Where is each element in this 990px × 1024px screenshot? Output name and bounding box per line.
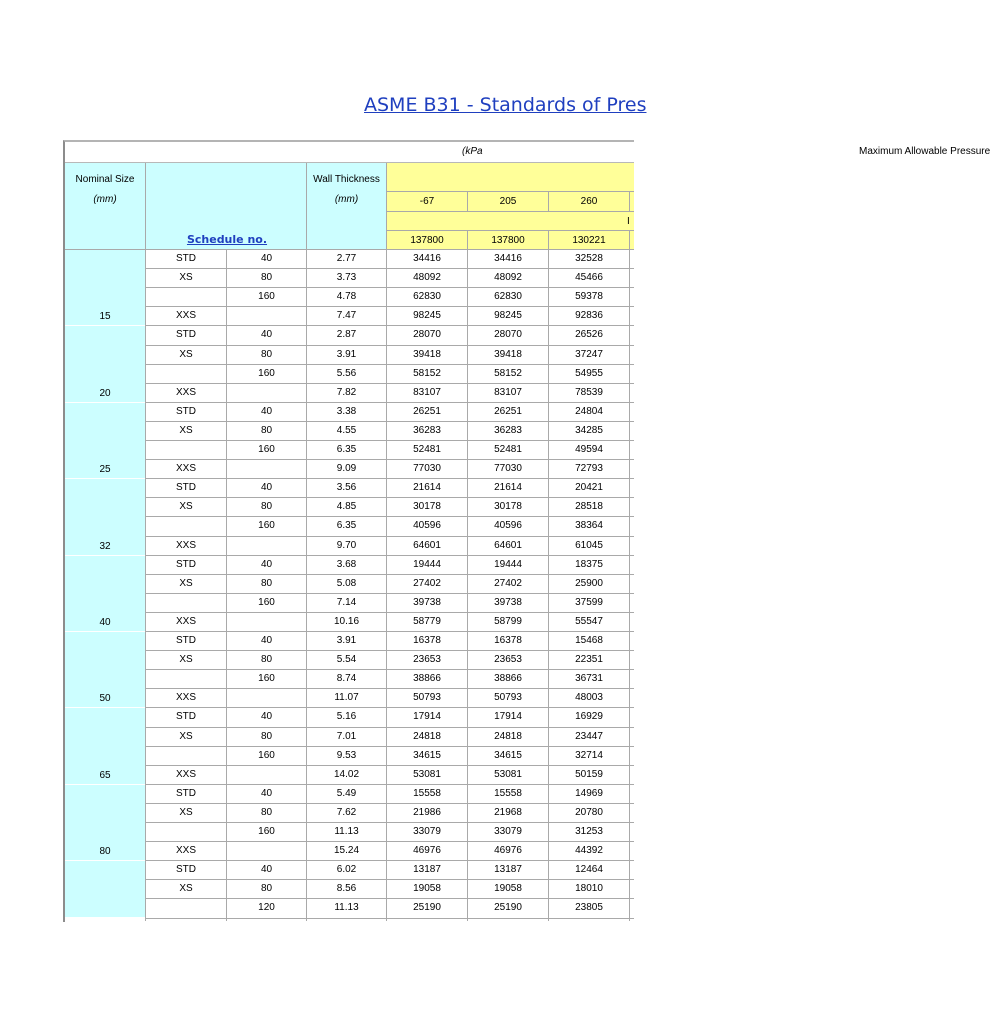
wall-thickness-cell: 4.55 bbox=[336, 424, 357, 436]
table-row bbox=[65, 288, 634, 307]
pressure-cell: 12464 bbox=[575, 864, 603, 876]
pressure-cell: 83107 bbox=[413, 386, 441, 398]
pressure-cell: 27402 bbox=[494, 577, 522, 589]
wall-thickness-cell: 10.16 bbox=[333, 615, 360, 627]
wall-thickness-cell: 7.47 bbox=[336, 310, 357, 322]
pressure-cell: 23653 bbox=[413, 654, 441, 666]
table-row bbox=[65, 670, 634, 689]
pressure-cell: 37599 bbox=[575, 596, 603, 608]
pressure-cell: 24818 bbox=[413, 730, 441, 742]
pressure-cell: 30178 bbox=[494, 501, 522, 513]
pipe-type-cell bbox=[146, 365, 226, 384]
max-pressure-label: Maximum Allowable Pressure bbox=[859, 146, 990, 157]
pressure-cell: 36283 bbox=[494, 424, 522, 436]
wall-thickness-cell: 5.56 bbox=[336, 367, 357, 379]
table-row bbox=[65, 575, 634, 594]
nominal-size-value: 40 bbox=[99, 616, 111, 628]
pressure-cell: 21614 bbox=[413, 482, 441, 494]
wall-thickness-cell: 15.24 bbox=[333, 845, 360, 857]
pressure-cell: 48003 bbox=[575, 692, 603, 704]
pressure-cell: 55547 bbox=[575, 615, 603, 627]
wall-thickness-cell: 3.73 bbox=[336, 272, 357, 284]
wall-thickness-cell: 11.07 bbox=[334, 692, 359, 704]
wall-thickness-cell: 9.70 bbox=[336, 539, 357, 551]
pipe-type-cell: XXS bbox=[175, 768, 196, 780]
pressure-cell: 46976 bbox=[494, 845, 522, 857]
pressure-cell: 50159 bbox=[575, 768, 603, 780]
wall-thickness-cell: 8.74 bbox=[336, 673, 357, 685]
schedule-cell: 40 bbox=[260, 787, 273, 799]
wall-thickness-cell: 7.14 bbox=[336, 596, 357, 608]
pipe-type-cell: XS bbox=[179, 806, 193, 818]
schedule-cell: 80 bbox=[260, 424, 273, 436]
pipe-type-cell: STD bbox=[176, 635, 196, 646]
pressure-cell: 23653 bbox=[494, 654, 522, 666]
schedule-cell: 80 bbox=[260, 577, 273, 589]
pressure-cell: 23447 bbox=[575, 730, 603, 742]
table-row bbox=[65, 269, 634, 288]
spreadsheet-table bbox=[63, 140, 990, 922]
pressure-cell: 39738 bbox=[494, 596, 522, 608]
pressure-cell: 62830 bbox=[494, 291, 522, 303]
wall-thickness-cell: 6.02 bbox=[336, 864, 357, 876]
table-row bbox=[65, 766, 634, 785]
document-title[interactable]: ASME B31 - Standards of Pres bbox=[364, 94, 647, 116]
pipe-type-cell: STD bbox=[176, 405, 196, 417]
schedule-cell: 80 bbox=[260, 806, 273, 818]
pipe-type-cell: XXS bbox=[175, 845, 196, 857]
pressure-cell: 24804 bbox=[575, 405, 603, 417]
pressure-cell: 40596 bbox=[413, 520, 441, 532]
pressure-cell: 40596 bbox=[494, 520, 522, 532]
pressure-cell: 59378 bbox=[575, 291, 603, 303]
pipe-type-cell: XS bbox=[179, 272, 193, 284]
schedule-cell bbox=[227, 613, 306, 632]
pressure-cell: 50793 bbox=[494, 692, 522, 704]
pipe-type-cell: XS bbox=[179, 883, 193, 895]
pipe-type-cell: STD bbox=[176, 711, 196, 723]
schedule-cell: 80 bbox=[260, 272, 273, 284]
pipe-type-cell: STD bbox=[176, 558, 196, 570]
table-row bbox=[65, 479, 634, 498]
pressure-cell: 25190 bbox=[494, 902, 522, 914]
nominal-size-unit: (mm) bbox=[93, 194, 117, 205]
pressure-cell: 16929 bbox=[575, 711, 603, 723]
max-pressure-unit: (kPa bbox=[462, 146, 483, 157]
table-row bbox=[65, 899, 634, 918]
table-row bbox=[65, 632, 634, 651]
pressure-cell: 98245 bbox=[494, 310, 522, 322]
schedule-cell: 80 bbox=[260, 883, 273, 895]
schedule-cell: 40 bbox=[260, 558, 273, 570]
pressure-cell: 98245 bbox=[413, 310, 441, 322]
wall-thickness-cell: 3.68 bbox=[336, 558, 357, 570]
wall-thickness-cell: 5.16 bbox=[336, 711, 357, 723]
wall-thickness-cell: 3.91 bbox=[336, 635, 357, 646]
pipe-type-cell: STD bbox=[176, 482, 196, 494]
pressure-cell: 39418 bbox=[413, 348, 441, 360]
schedule-cell: 40 bbox=[260, 482, 273, 494]
pressure-cell: 20780 bbox=[575, 806, 603, 818]
edge-mark: I bbox=[627, 216, 630, 227]
pressure-cell: 19444 bbox=[413, 558, 441, 570]
pressure-cell: 36731 bbox=[575, 673, 603, 685]
pressure-cell: 78539 bbox=[575, 386, 603, 398]
pipe-type-cell bbox=[146, 747, 226, 766]
wall-thickness-cell: 9.09 bbox=[336, 463, 357, 475]
pressure-cell: 32528 bbox=[575, 253, 603, 264]
pressure-cell: 24818 bbox=[494, 730, 522, 742]
schedule-cell: 40 bbox=[260, 864, 273, 876]
pipe-type-cell bbox=[146, 288, 226, 307]
table-row bbox=[65, 556, 634, 575]
pressure-cell: 52481 bbox=[494, 444, 522, 455]
pressure-cell: 27402 bbox=[413, 577, 441, 589]
nominal-size-value: 80 bbox=[99, 846, 111, 858]
pressure-cell: 19058 bbox=[413, 883, 441, 895]
schedule-cell: 80 bbox=[260, 348, 273, 360]
nominal-size-value: 65 bbox=[99, 769, 111, 781]
pipe-type-cell: XS bbox=[179, 501, 193, 513]
wall-thickness-cell: 7.01 bbox=[336, 730, 357, 742]
schedule-cell: 120 bbox=[258, 902, 275, 914]
pressure-cell: 26526 bbox=[575, 329, 603, 341]
pressure-cell: 17914 bbox=[413, 711, 441, 723]
schedule-cell: 160 bbox=[258, 367, 275, 379]
wall-thickness-label: Wall Thickness bbox=[313, 174, 380, 185]
schedule-cell: 160 bbox=[258, 291, 275, 303]
table-row bbox=[65, 747, 634, 766]
pressure-cell: 28070 bbox=[413, 329, 441, 341]
wall-thickness-cell: 3.91 bbox=[336, 348, 357, 360]
schedule-cell: 160 bbox=[258, 520, 275, 532]
pressure-cell: 21614 bbox=[494, 482, 522, 494]
pressure-cell: 58799 bbox=[494, 615, 522, 627]
schedule-cell: 40 bbox=[260, 405, 273, 417]
nominal-size-value: 20 bbox=[99, 387, 111, 399]
pressure-cell: 52481 bbox=[413, 444, 441, 455]
wall-thickness-cell: 11.13 bbox=[334, 902, 359, 914]
table-row bbox=[65, 689, 634, 708]
temp-cell: 205 bbox=[499, 196, 517, 207]
pressure-cell: 48092 bbox=[413, 272, 441, 284]
wall-thickness-cell: 4.78 bbox=[336, 291, 357, 303]
pressure-cell: 15468 bbox=[575, 635, 603, 646]
pressure-cell: 26251 bbox=[413, 405, 441, 417]
pressure-cell: 48092 bbox=[494, 272, 522, 284]
schedule-cell: 160 bbox=[258, 826, 275, 837]
pressure-cell: 50793 bbox=[413, 692, 441, 704]
pressure-cell: 92836 bbox=[575, 310, 603, 322]
pressure-cell: 23805 bbox=[575, 902, 603, 914]
pressure-cell: 20421 bbox=[575, 482, 603, 494]
pipe-type-cell: XS bbox=[179, 348, 193, 360]
pipe-type-cell: XS bbox=[179, 654, 193, 666]
pressure-cell: 34285 bbox=[575, 424, 603, 436]
pressure-cell: 64601 bbox=[413, 539, 441, 551]
temp-cell: 260 bbox=[580, 196, 598, 207]
pipe-type-cell: XXS bbox=[175, 310, 196, 322]
table-row bbox=[65, 250, 634, 269]
pressure-cell: 36283 bbox=[413, 424, 441, 436]
pressure-cell: 37247 bbox=[575, 348, 603, 360]
schedule-cell: 40 bbox=[260, 635, 273, 646]
pressure-cell: 18375 bbox=[575, 558, 603, 570]
schedule-cell: 80 bbox=[260, 501, 273, 513]
wall-thickness-cell: 6.35 bbox=[336, 444, 357, 455]
pressure-cell: 39738 bbox=[413, 596, 441, 608]
pressure-cell: 38866 bbox=[413, 673, 441, 685]
schedule-cell bbox=[227, 537, 306, 556]
wall-thickness-cell: 2.87 bbox=[336, 329, 357, 341]
table-row bbox=[65, 728, 634, 747]
table-row bbox=[65, 422, 634, 441]
nominal-size-value: 50 bbox=[99, 693, 111, 705]
schedule-cell bbox=[227, 842, 306, 861]
pressure-cell: 54955 bbox=[575, 367, 603, 379]
wall-thickness-unit: (mm) bbox=[334, 194, 359, 205]
schedule-cell bbox=[227, 307, 306, 326]
pressure-cell: 15558 bbox=[494, 787, 522, 799]
table-row bbox=[65, 613, 634, 632]
table-row bbox=[65, 708, 634, 727]
pipe-type-cell: XXS bbox=[175, 386, 196, 398]
pressure-cell: 26251 bbox=[494, 405, 522, 417]
wall-thickness-cell: 9.53 bbox=[336, 749, 357, 761]
wall-thickness-cell: 11.13 bbox=[334, 826, 359, 837]
pressure-cell: 61045 bbox=[575, 539, 603, 551]
pressure-cell: 13187 bbox=[494, 864, 522, 876]
pipe-type-cell bbox=[146, 441, 226, 460]
pipe-type-cell: STD bbox=[176, 329, 196, 341]
pressure-cell: 77030 bbox=[494, 463, 522, 475]
pipe-type-cell: XXS bbox=[175, 463, 196, 475]
table-row bbox=[65, 498, 634, 517]
pressure-cell: 16378 bbox=[413, 635, 441, 646]
pipe-type-cell bbox=[146, 899, 226, 918]
pressure-cell: 53081 bbox=[494, 768, 522, 780]
wall-thickness-cell: 3.56 bbox=[336, 482, 357, 494]
pressure-cell: 28518 bbox=[575, 501, 603, 513]
pressure-cell: 13187 bbox=[413, 864, 441, 876]
pressure-cell: 49594 bbox=[575, 444, 603, 455]
pressure-cell: 44392 bbox=[575, 845, 603, 857]
wall-thickness-cell: 5.54 bbox=[336, 654, 357, 666]
schedule-cell bbox=[227, 766, 306, 785]
pipe-type-cell: STD bbox=[176, 864, 196, 876]
table-row bbox=[65, 861, 634, 880]
schedule-cell bbox=[227, 384, 306, 403]
table-row bbox=[65, 365, 634, 384]
table-row bbox=[65, 403, 634, 422]
pressure-cell: 77030 bbox=[413, 463, 441, 475]
pressure-cell: 34615 bbox=[494, 749, 522, 761]
table-row bbox=[65, 594, 634, 613]
wall-thickness-cell: 2.77 bbox=[336, 253, 357, 264]
pressure-cell: 14969 bbox=[575, 787, 603, 799]
wall-thickness-cell: 5.08 bbox=[336, 577, 357, 589]
pressure-cell: 64601 bbox=[494, 539, 522, 551]
pressure-cell: 46976 bbox=[413, 845, 441, 857]
pressure-cell: 83107 bbox=[494, 386, 522, 398]
schedule-cell bbox=[227, 460, 306, 479]
schedule-cell: 160 bbox=[258, 749, 275, 761]
stress-cell: 130221 bbox=[572, 235, 606, 246]
pressure-cell: 39418 bbox=[494, 348, 522, 360]
pressure-cell: 32714 bbox=[575, 749, 603, 761]
table-row bbox=[65, 804, 634, 823]
pressure-cell: 38866 bbox=[494, 673, 522, 685]
wall-thickness-cell: 8.56 bbox=[336, 883, 357, 895]
pressure-cell: 58152 bbox=[413, 367, 441, 379]
pressure-cell: 53081 bbox=[413, 768, 441, 780]
pressure-cell: 18010 bbox=[575, 883, 603, 895]
table-row bbox=[65, 307, 634, 326]
nominal-size-value: 25 bbox=[99, 464, 111, 476]
pipe-type-cell bbox=[146, 594, 226, 613]
pipe-type-cell bbox=[146, 670, 226, 689]
stress-cell: 137800 bbox=[491, 235, 525, 246]
table-row bbox=[65, 517, 634, 536]
pressure-cell: 38364 bbox=[575, 520, 603, 532]
wall-thickness-cell: 3.38 bbox=[336, 405, 357, 417]
wall-thickness-cell: 7.82 bbox=[336, 386, 357, 398]
pressure-cell: 19058 bbox=[494, 883, 522, 895]
pressure-cell: 15558 bbox=[413, 787, 441, 799]
nominal-size-value: 32 bbox=[99, 540, 111, 552]
pressure-cell: 34416 bbox=[413, 253, 441, 264]
pipe-type-cell: XS bbox=[179, 424, 193, 436]
schedule-cell: 80 bbox=[260, 654, 273, 666]
table-row bbox=[65, 346, 634, 365]
pressure-cell: 25190 bbox=[413, 902, 441, 914]
nominal-size-value: 15 bbox=[99, 311, 111, 323]
pressure-cell: 25900 bbox=[575, 577, 603, 589]
pressure-cell: 45466 bbox=[575, 272, 603, 284]
nominal-size-label: Nominal Size bbox=[75, 174, 135, 185]
table-row bbox=[65, 842, 634, 861]
table-row bbox=[65, 384, 634, 403]
pipe-type-cell: XXS bbox=[175, 539, 196, 551]
pressure-cell: 28070 bbox=[494, 329, 522, 341]
pipe-type-cell bbox=[146, 823, 226, 842]
pressure-cell: 21968 bbox=[494, 806, 522, 818]
table-row bbox=[65, 785, 634, 804]
schedule-cell: 160 bbox=[258, 673, 275, 685]
pressure-cell: 58779 bbox=[413, 615, 441, 627]
pressure-cell: 17914 bbox=[494, 711, 522, 723]
pipe-type-cell: XXS bbox=[175, 615, 196, 627]
schedule-cell: 80 bbox=[260, 730, 273, 742]
stress-cell: 137800 bbox=[410, 235, 444, 246]
table-row bbox=[65, 880, 634, 899]
schedule-no-link[interactable]: Schedule no. bbox=[186, 233, 268, 246]
pressure-cell: 21986 bbox=[413, 806, 441, 818]
wall-thickness-cell: 6.35 bbox=[336, 520, 357, 532]
wall-thickness-cell: 14.02 bbox=[333, 768, 360, 780]
pressure-cell: 33079 bbox=[413, 826, 441, 837]
wall-thickness-cell: 5.49 bbox=[336, 787, 357, 799]
pressure-cell: 34416 bbox=[494, 253, 522, 264]
schedule-cell: 160 bbox=[258, 444, 275, 455]
pressure-cell: 34615 bbox=[413, 749, 441, 761]
table-row bbox=[65, 460, 634, 479]
pipe-type-cell: STD bbox=[176, 253, 196, 264]
pipe-type-cell: XS bbox=[179, 577, 193, 589]
pressure-cell: 62830 bbox=[413, 291, 441, 303]
schedule-cell bbox=[227, 689, 306, 708]
temp-cell: -67 bbox=[419, 196, 435, 207]
pressure-cell: 72793 bbox=[575, 463, 603, 475]
table-row bbox=[65, 326, 634, 345]
schedule-cell: 160 bbox=[258, 596, 275, 608]
pressure-cell: 31253 bbox=[575, 826, 603, 837]
header-grid bbox=[65, 142, 634, 250]
pressure-cell: 30178 bbox=[413, 501, 441, 513]
pipe-type-cell: XXS bbox=[175, 692, 196, 704]
schedule-cell: 40 bbox=[260, 711, 273, 723]
pressure-cell: 58152 bbox=[494, 367, 522, 379]
pressure-cell: 16378 bbox=[494, 635, 522, 646]
table-row bbox=[65, 823, 634, 842]
schedule-cell: 40 bbox=[260, 253, 273, 264]
pressure-cell: 22351 bbox=[575, 654, 603, 666]
table-row bbox=[65, 651, 634, 670]
schedule-cell: 40 bbox=[260, 329, 273, 341]
table-row bbox=[65, 441, 634, 460]
pipe-type-cell bbox=[146, 517, 226, 536]
pipe-type-cell: XS bbox=[179, 730, 193, 742]
pressure-cell: 33079 bbox=[494, 826, 522, 837]
pipe-type-cell: STD bbox=[176, 787, 196, 799]
wall-thickness-cell: 4.85 bbox=[336, 501, 357, 513]
pressure-cell: 19444 bbox=[494, 558, 522, 570]
wall-thickness-cell: 7.62 bbox=[336, 806, 357, 818]
table-row bbox=[65, 537, 634, 556]
